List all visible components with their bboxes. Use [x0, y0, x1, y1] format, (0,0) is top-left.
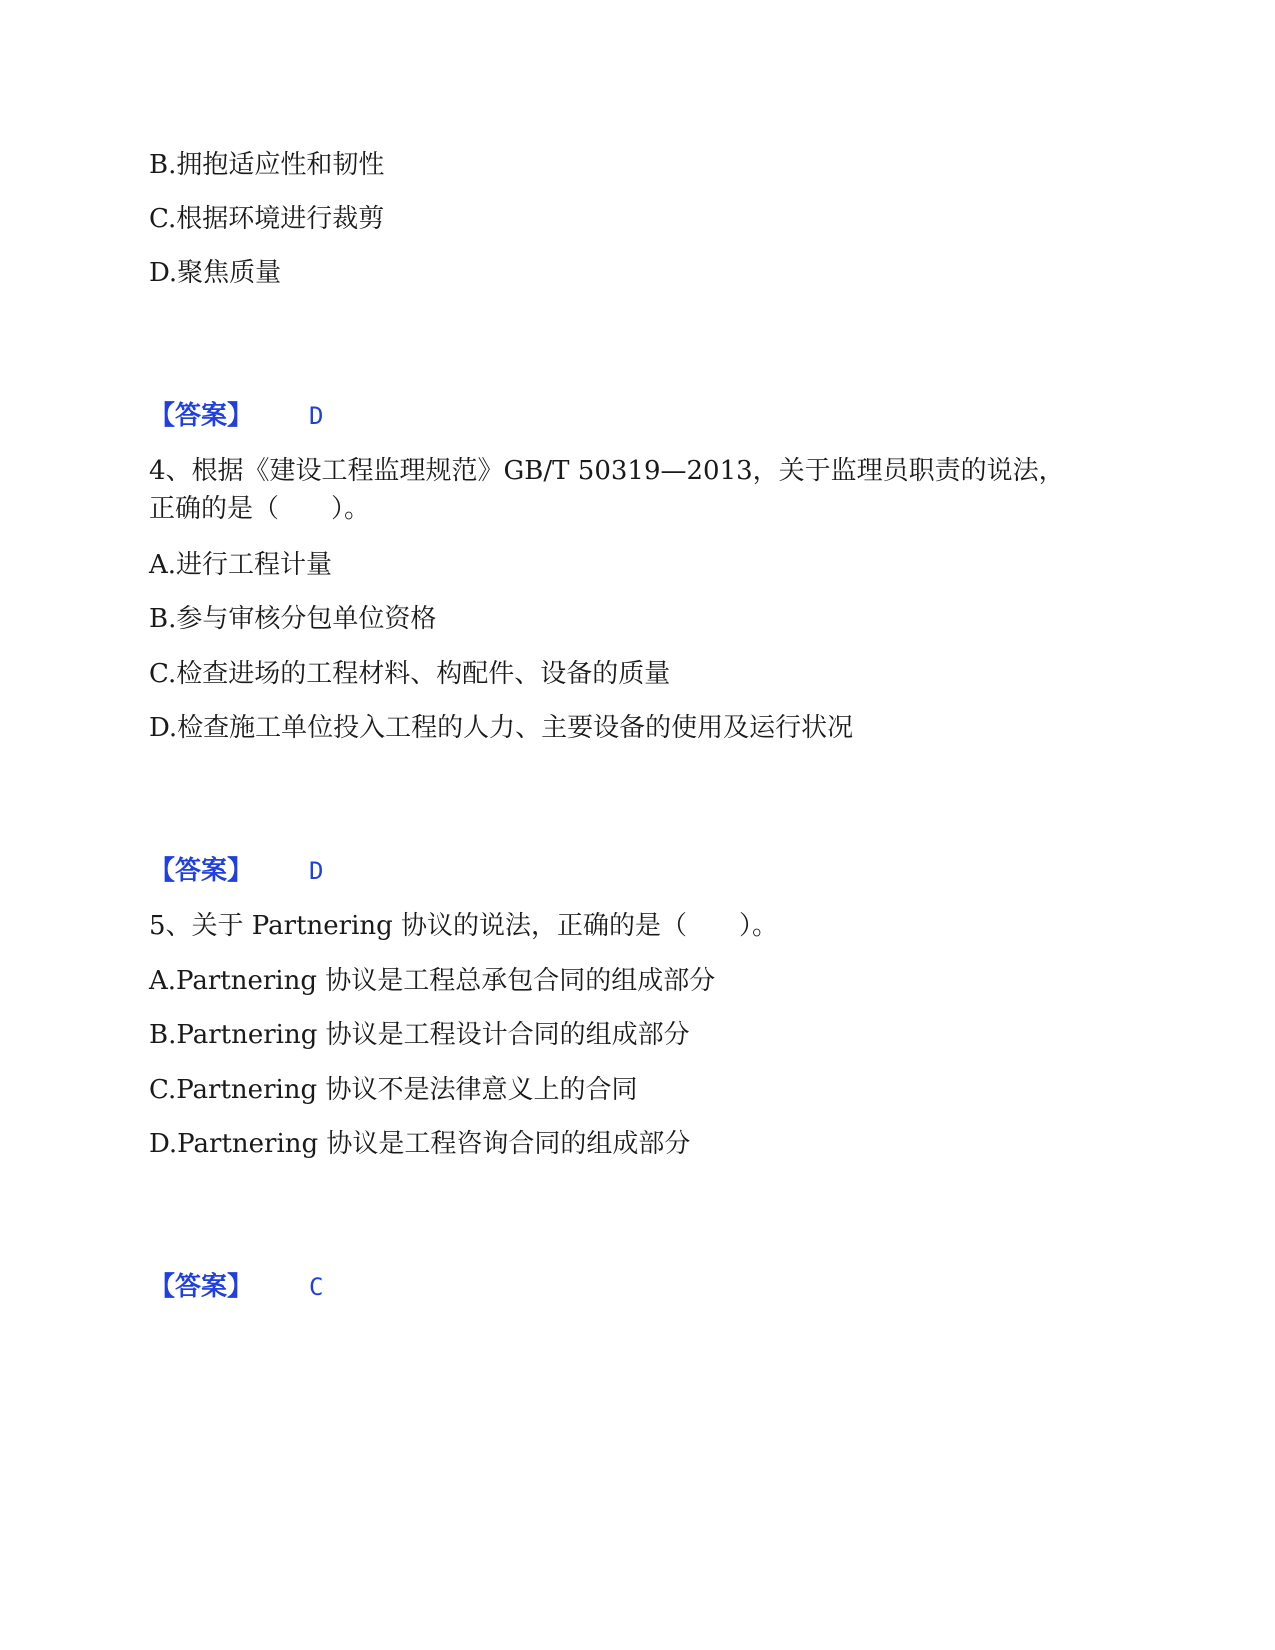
q5-option-a: A.Partnering 协议是工程总承包合同的组成部分	[149, 966, 716, 996]
q4-option-d: D.检查施工单位投入工程的人力、主要设备的使用及运行状况	[149, 713, 854, 743]
q4-option-c: C.检查进场的工程材料、构配件、设备的质量	[149, 659, 671, 689]
q5-answer-value: C	[309, 1273, 324, 1301]
q5-option-b: B.Partnering 协议是工程设计合同的组成部分	[149, 1020, 690, 1050]
q3-answer-value: D	[309, 402, 324, 430]
q4-option-b: B.参与审核分包单位资格	[149, 604, 437, 634]
q5-stem: 5、关于 Partnering 协议的说法，正确的是（ ）。	[149, 911, 779, 941]
q4-answer-value: D	[309, 857, 324, 885]
q5-option-c: C.Partnering 协议不是法律意义上的合同	[149, 1075, 638, 1105]
q5-option-d: D.Partnering 协议是工程咨询合同的组成部分	[149, 1129, 691, 1159]
q3-answer	[149, 399, 324, 433]
q4-answer	[149, 854, 324, 888]
q3-option-d: D.聚焦质量	[149, 258, 282, 288]
q4-answer-label: 【答案】	[149, 856, 254, 886]
q4-stem-line1: 4、根据《建设工程监理规范》GB/T 50319—2013，关于监理员职责的说法，	[149, 456, 1065, 486]
q3-option-b: B.拥抱适应性和韧性	[149, 150, 385, 180]
q4-stem-line2: 正确的是（ ）。	[149, 494, 371, 524]
q5-answer-label: 【答案】	[149, 1272, 254, 1302]
q3-answer-label: 【答案】	[149, 401, 254, 431]
q3-option-c: C.根据环境进行裁剪	[149, 204, 385, 234]
q5-answer	[149, 1270, 324, 1304]
q4-option-a: A.进行工程计量	[149, 550, 333, 580]
